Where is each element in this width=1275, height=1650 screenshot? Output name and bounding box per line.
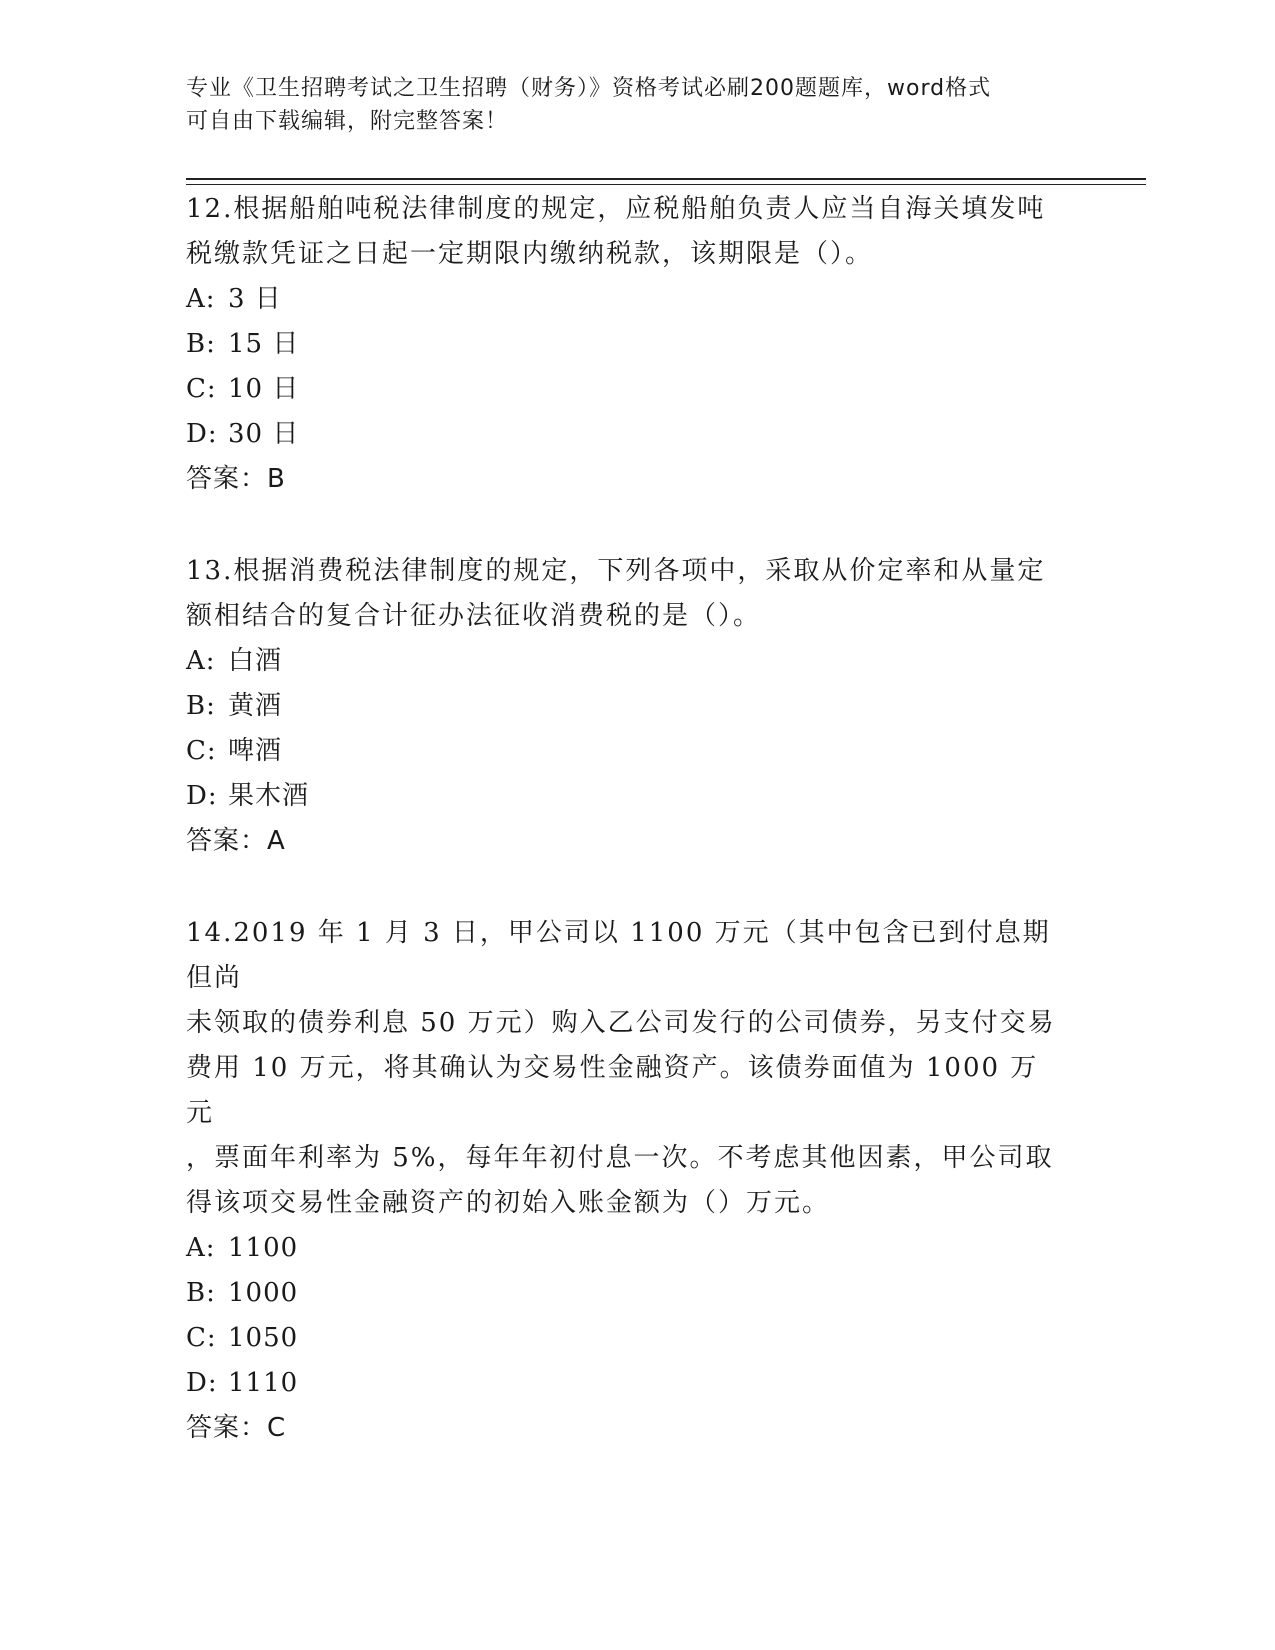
option-text: 啤酒	[228, 736, 283, 766]
question-stem-line: 14.2019 年 1 月 3 日，甲公司以 1100 万元（其中包含已到付息期但尚	[186, 918, 1051, 993]
option-label: A:	[186, 284, 216, 314]
option-label: A:	[186, 646, 216, 676]
answer-line: 答案：A	[186, 826, 286, 856]
option-text: 1110	[228, 1368, 299, 1398]
option-b	[186, 684, 1066, 729]
option-text: 10 日	[228, 374, 300, 404]
option-label: D:	[186, 781, 218, 811]
question-stem-line: ，票面年利率为 5%，每年年初付息一次。不考虑其他因素，甲公司取	[186, 1143, 1054, 1173]
answer-line: 答案：B	[186, 464, 286, 494]
option-c	[186, 729, 1066, 774]
option-text: 白酒	[228, 646, 283, 676]
option-c	[186, 1316, 1066, 1361]
option-a	[186, 277, 1066, 322]
option-d	[186, 412, 1066, 457]
option-label: C:	[186, 374, 217, 404]
option-d	[186, 774, 1066, 819]
option-b	[186, 1271, 1066, 1316]
header-divider-thick	[186, 178, 1146, 180]
option-label: B:	[186, 691, 216, 721]
answer-line: 答案：C	[186, 1413, 287, 1443]
option-text: 1100	[228, 1233, 299, 1263]
option-c	[186, 367, 1066, 412]
option-text: 黄酒	[228, 691, 283, 721]
question-stem-line: 税缴款凭证之日起一定期限内缴纳税款，该期限是（）。	[186, 239, 874, 269]
question-stem-line: 额相结合的复合计征办法征收消费税的是（）。	[186, 601, 762, 631]
question-stem-line: 13.根据消费税法律制度的规定，下列各项中，采取从价定率和从量定	[186, 556, 1046, 586]
option-label: C:	[186, 1323, 217, 1353]
option-label: D:	[186, 419, 218, 449]
option-text: 3 日	[228, 284, 282, 314]
question-stem-line: 得该项交易性金融资产的初始入账金额为（）万元。	[186, 1188, 831, 1218]
option-label: B:	[186, 1278, 216, 1308]
option-text: 1000	[228, 1278, 299, 1308]
header-line-1: 专业《卫生招聘考试之卫生招聘（财务）》资格考试必刷200题题库，word格式	[186, 76, 992, 101]
question-stem-line: 未领取的债券利息 50 万元）购入乙公司发行的公司债券，另支付交易	[186, 1008, 1056, 1038]
document-header	[186, 72, 1066, 138]
option-text: 15 日	[228, 329, 300, 359]
header-line-2: 可自由下载编辑，附完整答案！	[186, 109, 509, 134]
option-a	[186, 1226, 1066, 1271]
question-14	[186, 911, 1066, 1451]
question-stem-line: 费用 10 万元，将其确认为交易性金融资产。该债券面值为 1000 万元	[186, 1053, 1039, 1128]
option-text: 30 日	[228, 419, 300, 449]
option-label: C:	[186, 736, 217, 766]
question-13	[186, 549, 1066, 864]
option-label: B:	[186, 329, 216, 359]
option-text: 1050	[228, 1323, 299, 1353]
option-b	[186, 322, 1066, 367]
option-d	[186, 1361, 1066, 1406]
question-stem-line: 12.根据船舶吨税法律制度的规定，应税船舶负责人应当自海关填发吨	[186, 194, 1046, 224]
question-12	[186, 187, 1066, 502]
option-a	[186, 639, 1066, 684]
option-label: A:	[186, 1233, 216, 1263]
option-text: 果木酒	[228, 781, 310, 811]
option-label: D:	[186, 1368, 218, 1398]
header-divider-thin	[186, 184, 1146, 185]
